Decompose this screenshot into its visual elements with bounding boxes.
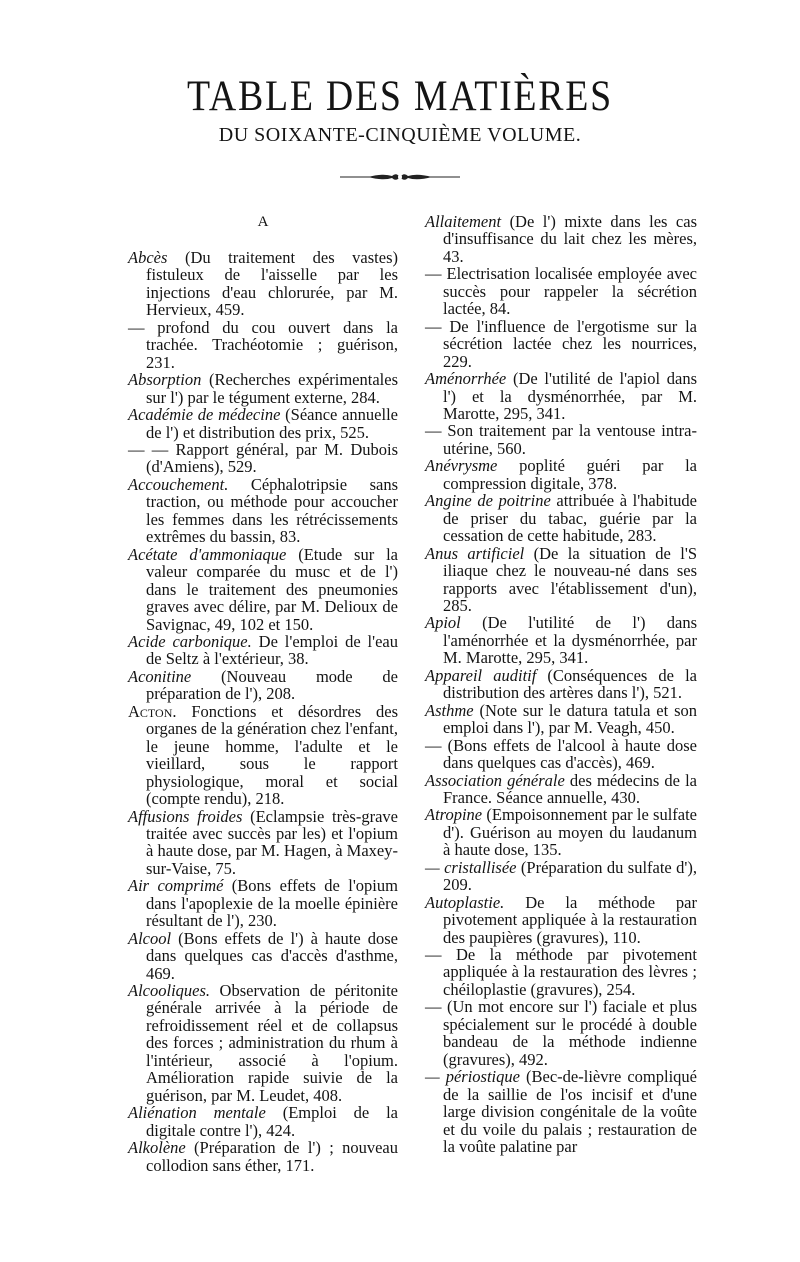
- index-text: (De l'utilité de l'apiol dans l') et la dysménorrhée, par M. Marotte, 295, 341.: [443, 369, 697, 423]
- index-entry: [425, 737, 697, 772]
- index-text: (Etude sur la valeur comparée du musc et de l') dans le traitement des pneumonies graves avec délire, par M. Delioux de Savignac, 49, 102 et 150.: [146, 544, 398, 634]
- index-text: (Séance annuelle de l') et distribution des prix, 525.: [146, 405, 398, 442]
- index-term: Allaitement: [425, 212, 502, 231]
- index-entry: [128, 808, 398, 878]
- index-entry: [128, 982, 398, 1104]
- index-term: — cristallisée: [425, 857, 517, 877]
- index-column-right: [425, 213, 697, 1155]
- index-text: Fonctions et désordres des organes de la génération chez l'enfant, le jeune homme, l'adulte et le vieillard, sous le rapport physiologique, moral et social (compte rendu), 218.: [146, 701, 398, 809]
- index-term: Association générale: [425, 770, 565, 790]
- index-entry: [128, 249, 398, 319]
- index-term: Anus artificiel: [425, 543, 525, 563]
- index-entry: [128, 441, 398, 476]
- index-entry: [128, 633, 398, 668]
- ornament-divider: [338, 170, 462, 184]
- index-text: — Electrisation localisée employée avec succès pour rappeler la sécrétion lactée, 84.: [425, 264, 697, 319]
- index-term: Acétate d'ammoniaque: [128, 544, 287, 564]
- index-term: Acide carbonique.: [128, 631, 252, 651]
- index-text: (Bons effets de l') à haute dose dans quelques cas d'accès d'asthme, 469.: [146, 928, 398, 983]
- index-term: Accouchement.: [128, 474, 229, 494]
- index-text: — Son traitement par la ventouse intra-utérine, 560.: [425, 421, 697, 458]
- index-term: Abcès: [128, 248, 168, 267]
- index-text: — profond du cou ouvert dans la trachée. Trachéotomie ; guérison, 231.: [128, 317, 398, 372]
- index-entry: [425, 492, 697, 544]
- index-term: Asthme: [425, 700, 474, 720]
- index-entry: [128, 371, 398, 406]
- index-entry: [425, 370, 697, 422]
- index-text: (Emploi de la digitale contre l'), 424.: [146, 1103, 398, 1140]
- index-text: — (Un mot encore sur l') faciale et plus spécialement sur le procédé à double bandeau de la méthode indienne (gravures), 492.: [425, 997, 697, 1069]
- index-entry: [425, 545, 697, 615]
- index-text: — (Bons effets de l'alcool à haute dose dans quelques cas d'accès), 469.: [425, 735, 697, 773]
- index-text: (Du traitement des vastes) fistuleux de l'aisselle par les injections d'eau chlorurée, par M. Hervieux, 459.: [146, 248, 398, 320]
- index-entry: [425, 265, 697, 317]
- index-entry: [128, 1139, 398, 1174]
- page-subtitle: DU SOIXANTE-CINQUIÈME VOLUME.: [218, 124, 582, 146]
- index-entry: [128, 930, 398, 982]
- index-entry: [128, 319, 398, 371]
- index-text: (De l') mixte dans les cas d'insuffisance du lait chez les mères, 43.: [443, 212, 697, 266]
- index-term: Appareil auditif: [425, 665, 537, 685]
- index-term: Anévrysme: [425, 456, 498, 476]
- index-entry: [425, 702, 697, 737]
- index-term: Absorption: [128, 370, 202, 390]
- index-text: (Bons effets de l'opium dans l'apoplexie de la moelle épinière résultant de l'), 230.: [146, 876, 398, 931]
- index-text: (Préparation de l') ; nouveau collodion sans éther, 171.: [146, 1138, 398, 1175]
- index-text: (Eclampsie très-grave traitée avec succès par les) et l'opium à haute dose, par M. Hagen, à Maxey-sur-Vaise, 75.: [146, 806, 398, 878]
- index-text: — — Rapport général, par M. Dubois (d'Amiens), 529.: [128, 439, 398, 477]
- index-text: (Nouveau mode de préparation de l'), 208.: [146, 666, 398, 704]
- index-term: — périostique: [425, 1067, 520, 1087]
- index-entry: [425, 946, 697, 998]
- index-entry: [425, 859, 697, 894]
- section-letter: A: [257, 214, 269, 230]
- index-term: Apiol: [425, 613, 461, 633]
- index-term: Air comprimé: [128, 876, 224, 896]
- index-text: (Conséquences de la distribution des artères dans l'), 521.: [443, 665, 698, 703]
- index-entry: [425, 894, 697, 946]
- index-text: — De la méthode par pivotement appliquée à la restauration des lèvres ; chéiloplastie (gravures), 254.: [425, 945, 697, 999]
- index-text: Céphalotripsie sans traction, ou méthode pour accoucher les femmes dans les rétrécissements extrêmes du bassin, 83.: [146, 474, 398, 547]
- index-text: (Bec-de-lièvre compliqué de la saillie de l'os incisif et d'une large division congénitale de la voûte et du voile du palais ; restauration de la voûte palatine par: [443, 1067, 697, 1157]
- index-entry: [425, 772, 697, 807]
- index-term: Acton.: [128, 701, 177, 721]
- index-text: (Recherches expérimentales sur l') par le tégument externe, 284.: [146, 370, 398, 407]
- index-entry: [425, 213, 697, 265]
- index-text: (Note sur le datura tatula et son emploi dans l'), par M. Veagh, 450.: [443, 700, 697, 738]
- index-entry: [128, 1104, 398, 1139]
- index-column-left: [128, 213, 398, 1174]
- index-term: Aménorrhée: [425, 369, 507, 389]
- index-term: Aliénation mentale: [128, 1103, 266, 1123]
- index-entry: [128, 476, 398, 546]
- page-title: TABLE DES MATIÈRES: [187, 73, 613, 120]
- index-entry: [425, 806, 697, 858]
- index-term: Autoplastie.: [425, 892, 505, 912]
- index-text: Observation de péritonite générale arrivée à la période de refroidissement réel et de collapsus des forces ; administration du rhum à l'intérieur, associé à l'opium. Amélioration rapide suivie de la guérison, par M. Leudet, 408.: [146, 981, 398, 1105]
- index-text: (De l'utilité de l') dans l'aménorrhée et la dysménorrhée, par M. Marotte, 295, 341.: [443, 613, 697, 668]
- index-entry: [425, 998, 697, 1068]
- index-entry: [128, 406, 398, 441]
- index-text: attribuée à l'habitude de priser du tabac, guérie par la cessation de cette habitude, 283.: [443, 491, 697, 546]
- index-entry: [128, 546, 398, 633]
- index-text: (Préparation du sulfate d'), 209.: [443, 857, 698, 895]
- index-entry: [425, 422, 697, 457]
- index-entry: [425, 614, 697, 666]
- index-text: De la méthode par pivotement appliquée à la restauration des paupières (gravures), 110.: [443, 892, 697, 947]
- index-text: poplité guéri par la compression digitale, 378.: [443, 456, 697, 493]
- index-term: Alkolène: [128, 1138, 186, 1158]
- index-term: Angine de poitrine: [425, 491, 551, 511]
- index-term: Alcooliques.: [128, 981, 211, 1001]
- index-entry: [128, 668, 398, 703]
- index-term: Atropine: [425, 805, 483, 825]
- index-entry: [425, 1068, 697, 1155]
- index-entry: [425, 667, 697, 702]
- index-text: (De la situation de l'S iliaque chez le nouveau-né dans ses rapports avec l'établissement d'un), 285.: [443, 543, 698, 615]
- index-term: Alcool: [128, 928, 172, 948]
- index-text: des médecins de la France. Séance annuelle, 430.: [443, 770, 697, 807]
- index-term: Affusions froides: [128, 806, 243, 826]
- index-entry: [425, 457, 697, 492]
- index-term: Aconitine: [128, 666, 192, 686]
- index-term: Académie de médecine: [128, 405, 281, 425]
- index-text: — De l'influence de l'ergotisme sur la sécrétion lactée chez les nourrices, 229.: [425, 316, 697, 371]
- index-entry: [128, 877, 398, 929]
- index-text: (Empoisonnement par le sulfate d'). Guérison au moyen du laudanum à haute dose, 135.: [443, 805, 697, 860]
- index-entry: [425, 318, 697, 370]
- index-text: De l'emploi de l'eau de Seltz à l'extérieur, 38.: [146, 631, 399, 669]
- index-entry: [128, 703, 398, 808]
